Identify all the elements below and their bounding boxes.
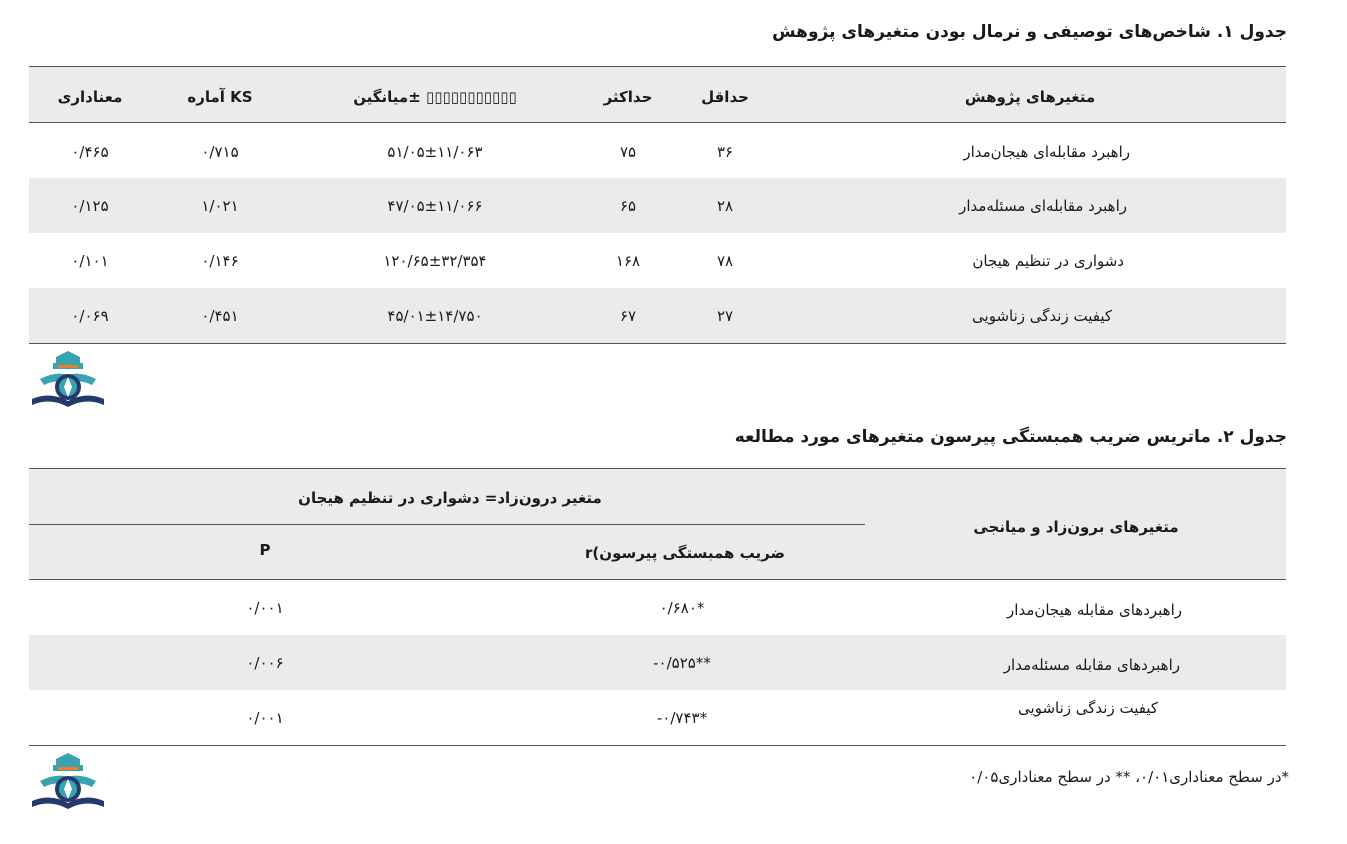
table2-footnote: *در سطح معناداری۰/۰۱، ** در سطح معناداری۰/۰۵ [969, 768, 1289, 786]
table1-cell-max: ۶۵ [619, 197, 637, 215]
table1-header-rule [29, 122, 1286, 123]
table1-cell-ks: ۰/۱۴۶ [201, 252, 239, 270]
table2-header-r: r(ضریب همبستگی پیرسون [585, 544, 785, 562]
table1-header-min: حداقل [701, 88, 749, 106]
table1-cell-mean-sd: ۵۱/۰۵±۱۱/۰۶۳ [387, 143, 483, 161]
table2-header-rule [29, 579, 1286, 580]
table1-cell-sig: ۰/۱۲۵ [71, 197, 109, 215]
table1-cell-variable: دشواری در تنظیم هیجان [972, 252, 1124, 270]
table2-header-p: P [259, 541, 271, 559]
table1-caption: جدول ۱. شاخص‌های توصیفی و نرمال بودن متغیرهای پژوهش [772, 22, 1287, 42]
table2-cell-p: ۰/۰۰۱ [246, 599, 284, 617]
table1-cell-min: ۷۸ [716, 252, 734, 270]
table2-cell-p: ۰/۰۰۶ [246, 654, 284, 672]
table2-bottom-rule [29, 745, 1286, 746]
table1-cell-max: ۶۷ [619, 307, 637, 325]
table1-bottom-rule [29, 343, 1286, 344]
table1-cell-variable: کیفیت زندگی زناشویی [972, 307, 1112, 325]
table2-cell-r: -۰/۷۴۳* [656, 709, 708, 727]
table2-cell-r: -۰/۵۲۵** [653, 654, 711, 672]
table1-cell-mean-sd: ۱۲۰/۶۵±۳۲/۳۵۴ [383, 252, 487, 270]
journal-logo-icon [26, 751, 110, 815]
table2-caption: جدول ۲. ماتریس ضریب همبستگی پیرسون متغیرهای مورد مطالعه [734, 427, 1287, 447]
table2-cell-variable: راهبردهای مقابله مسئله‌مدار [1003, 656, 1180, 674]
table1-cell-min: ۲۸ [716, 197, 734, 215]
table1-cell-max: ۱۶۸ [615, 252, 641, 270]
table2-header-group: متغیر درون‌زاد= دشواری در تنظیم هیجان [298, 489, 602, 507]
table2-group-rule [29, 524, 865, 525]
table1-header-sig: معناداری [57, 88, 123, 106]
table2-cell-p: ۰/۰۰۱ [246, 709, 284, 727]
table1-cell-sig: ۰/۰۶۹ [71, 307, 109, 325]
table1-cell-variable: راهبرد مقابله‌ای مسئله‌مدار [959, 197, 1127, 215]
table2-header-variable: متغیرهای برون‌زاد و میانجی [973, 518, 1179, 536]
journal-logo-icon [26, 349, 110, 413]
table1-cell-max: ۷۵ [619, 143, 637, 161]
table1-header-mean-sd: میانگین± ▯▯▯▯▯▯▯▯▯▯▯ [353, 88, 517, 106]
table1-header-variable: متغیرهای پژوهش [964, 88, 1096, 106]
table1-cell-sig: ۰/۴۶۵ [71, 143, 109, 161]
table2-cell-r: ۰/۶۸۰* [659, 599, 705, 617]
table1-cell-variable: راهبرد مقابله‌ای هیجان‌مدار [963, 143, 1130, 161]
table1-cell-mean-sd: ۴۵/۰۱±۱۴/۷۵۰ [387, 307, 483, 325]
table1-cell-ks: ۰/۷۱۵ [201, 143, 239, 161]
table2-cell-variable: کیفیت زندگی زناشویی [1018, 699, 1158, 717]
table1-cell-min: ۲۷ [716, 307, 734, 325]
table1-header-ks: آماره KS [187, 88, 253, 106]
table1-cell-ks: ۰/۴۵۱ [201, 307, 239, 325]
table1-cell-ks: ۱/۰۲۱ [201, 197, 239, 215]
table1-header-max: حداکثر [603, 88, 653, 106]
table1-cell-mean-sd: ۴۷/۰۵±۱۱/۰۶۶ [387, 197, 483, 215]
table1-cell-min: ۳۶ [716, 143, 734, 161]
table1-cell-sig: ۰/۱۰۱ [71, 252, 109, 270]
table2-cell-variable: راهبردهای مقابله هیجان‌مدار [1007, 601, 1182, 619]
